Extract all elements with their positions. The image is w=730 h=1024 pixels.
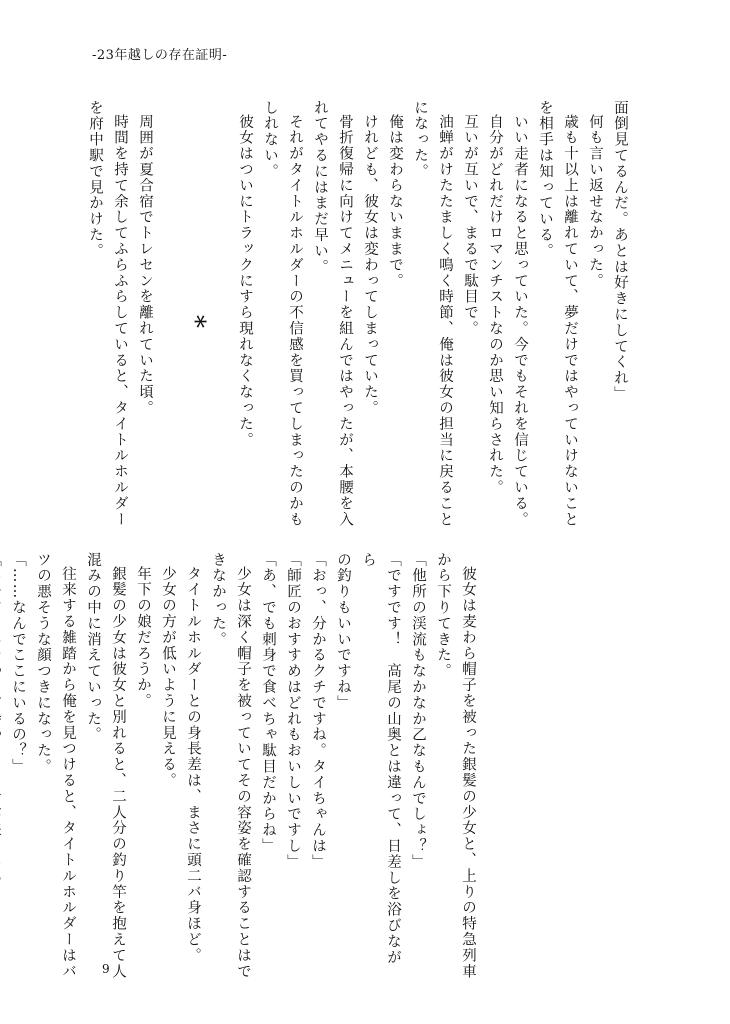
text-line: 混みの中に消えていった。: [85, 552, 101, 743]
page-number: 9: [102, 962, 110, 976]
text-line: 「おっ、分かるクチですね。タイちゃんは」: [310, 552, 326, 870]
text-line: 時間を持て余してふらふらしていると、タイトルホルダー: [112, 114, 128, 528]
text-line: 「他所の渓流もなかなか乙なもんでしょ？」: [410, 552, 426, 870]
text-line: 年下の娘だろうか。: [135, 566, 151, 710]
text-line: いい走者になると思っていた。今でもそれを信じている。: [512, 114, 528, 528]
text-line: タイトルホルダーとの身長差は、まさに頭二バ身ほど。: [185, 566, 201, 964]
text-line: 「ですです！ 高尾の山奥とは違って、日差しを浴びなが: [385, 552, 401, 966]
text-line: から下りてきた。: [435, 552, 451, 680]
text-line: の釣りもいいですね」: [335, 552, 351, 711]
text-line: れてやるにはまだ早い。: [312, 100, 328, 275]
text-line: 油蝉がけたたましく鳴く時節、俺は彼女の担当に戻ること: [437, 114, 453, 528]
text-line: 「……なんでここにいるの？」: [10, 552, 26, 775]
section-break-asterisk: *: [180, 315, 210, 330]
text-line: 「あ、でも刺身で食べちゃ駄目だからね」: [260, 552, 276, 855]
running-header: -23年越しの存在証明-: [92, 48, 228, 63]
lower-text-block: [0, 552, 480, 980]
blank-line: [157, 100, 182, 495]
text-line: 彼女はついにトラックにすら現れなくなった。: [237, 114, 253, 448]
text-line: 往来する雑踏から俺を見つけると、タイトルホルダーはバ: [60, 566, 76, 980]
text-line: けれども、彼女は変わってしまっていた。: [362, 114, 378, 417]
text-line: 骨折復帰に向けてメニューを組んではやったが、本腰を入: [337, 114, 353, 528]
text-line: ら: [360, 552, 376, 568]
text-line: を府中駅で見かけた。: [87, 100, 103, 259]
text-line: 面倒見てるんだ。あとは好きにしてくれ」: [612, 100, 628, 403]
text-line: 何も言い返せなかった。: [587, 114, 603, 289]
text-line: しれない。: [262, 100, 278, 180]
text-line: きなかった。: [210, 552, 226, 648]
text-line: 彼女は麦わら帽子を被った銀髪の少女と、上りの特急列車: [460, 566, 476, 980]
text-line: 「師匠のおすすめはどれもおいしいですし」: [285, 552, 301, 870]
blank-line: [207, 100, 232, 495]
text-line: 歳も十以上は離れていて、夢だけではやっていけないこと: [562, 114, 578, 528]
upper-text-block: [82, 100, 632, 528]
text-line: ツの悪そうな顔つきになった。: [35, 552, 51, 775]
text-line: になった。: [412, 100, 428, 180]
text-line: 俺は変わらないままで。: [387, 114, 403, 289]
text-line: 周囲が夏合宿でトレセンを離れていた頃。: [137, 114, 153, 417]
text-line: 少女は深く帽子を被っていてその容姿を確認することはで: [235, 566, 251, 980]
text-line: 自分がどれだけロマンチストなのか思い知らされた。: [487, 114, 503, 496]
text-line: それがタイトルホルダーの不信感を買ってしまったのかも: [287, 114, 303, 528]
text-line: 少女の方が低いように見える。: [160, 566, 176, 789]
text-line: 互いが互いで、まるで駄目で。: [462, 114, 478, 337]
text-line: 銀髪の少女は彼女と別れると、二人分の釣り竿を抱えて人: [110, 566, 126, 980]
text-line: を相手は知っている。: [537, 100, 553, 259]
